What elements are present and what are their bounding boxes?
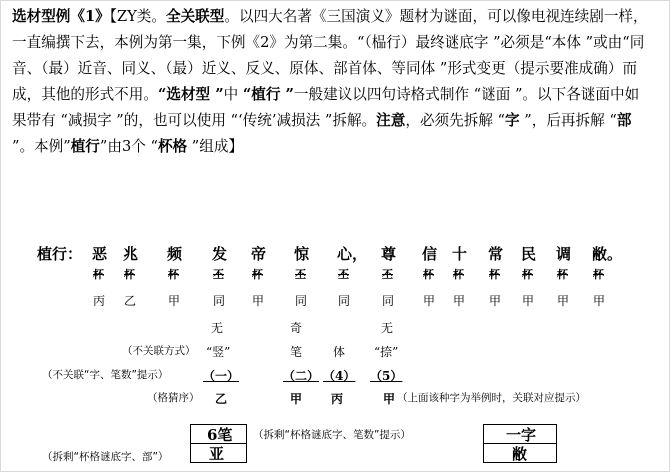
riddle-tag-text: 杯	[423, 268, 434, 281]
riddle-char: 帝	[251, 245, 267, 263]
row2-item: 无	[211, 321, 224, 335]
riddle-row1-item: 甲	[423, 294, 436, 308]
riddle-tag-text: 杯	[124, 268, 135, 281]
intro-text: ”，后再拆解 “	[519, 112, 617, 130]
intro-text: 【ZY类。	[109, 8, 166, 25]
intro-text: ”组成】	[187, 138, 244, 156]
riddle-tag	[593, 266, 604, 282]
order-jia-2: 甲	[383, 392, 396, 406]
intro-bold-text: 选材型例《1》	[12, 8, 110, 25]
riddle-row1-item: 甲	[593, 294, 606, 308]
riddle-tag	[489, 266, 500, 282]
riddle-tag-text: 杯	[489, 268, 500, 281]
tie-note: “捺”	[374, 345, 399, 359]
order-jia: 甲	[290, 392, 303, 406]
not-related-method: （不关联方式）	[122, 345, 196, 357]
riddle-row1-item: 同	[295, 294, 308, 308]
row2-item: 无	[381, 321, 394, 335]
riddle-tag-text: 杯	[93, 268, 104, 281]
riddle-char: 惊	[294, 245, 310, 263]
riddle-char: 兆	[123, 245, 139, 263]
riddle-row1-item: 丙	[93, 294, 106, 308]
riddle-tag	[124, 266, 135, 282]
geying-note: （格猜序）	[147, 392, 200, 404]
intro-paragraph	[12, 4, 652, 161]
riddle-tag-text: 丕	[213, 268, 224, 281]
riddle-char: 敝。	[592, 245, 623, 263]
riddle-char: 发	[212, 245, 228, 263]
riddle-tag	[453, 266, 464, 282]
example-note: （上面该种字为举例时，关联对应提示）	[397, 392, 586, 404]
answer-left-bottom-note: （拆剩“杯格谜底字、部”）	[42, 451, 169, 463]
riddle-tag-text: 杯	[522, 268, 533, 281]
riddle-char: 频	[167, 245, 183, 263]
riddle-tag	[93, 266, 104, 282]
intro-bold-text: 植行	[70, 138, 100, 156]
riddle-char: 恶	[92, 245, 108, 263]
riddle-tag	[557, 266, 568, 282]
not-related-hint: （不关联“字、笔数”提示）	[42, 369, 169, 381]
riddle-tag	[423, 266, 434, 282]
intro-bold-text: 注意	[376, 112, 406, 130]
answer-right-bottom: 敝	[512, 445, 528, 463]
intro-text: ，必须先拆解 “	[405, 112, 506, 130]
row3-item: 笔	[290, 345, 303, 359]
intro-text: 一般建议以四句诗格式制作 “谜面 ”。以下各谜面中如果带有 “减损字 ”的，也可以使用 “‘传统’减损法 ”拆解。	[12, 86, 640, 130]
hint-two: （二）	[283, 369, 320, 383]
shu-note: “竖”	[206, 345, 231, 359]
riddle-row1-item: 乙	[124, 294, 137, 308]
answer-right-top: 一字	[506, 426, 537, 444]
hint-four: （4）	[323, 369, 356, 383]
answer-left-top: 6笔	[207, 426, 233, 444]
riddle-row1-item: 甲	[557, 294, 570, 308]
riddle-tag	[252, 266, 263, 282]
intro-bold-text: 部	[616, 112, 632, 130]
riddle-tag-text: 杯	[252, 268, 263, 281]
riddle-tag-text: 丕	[382, 268, 393, 281]
riddle-char: 心，	[337, 245, 368, 263]
riddle-row1-item: 同	[338, 294, 351, 308]
riddle-tag	[168, 266, 179, 282]
intro-bold-text: 全关联型	[165, 8, 225, 25]
hint-one: （一）	[203, 369, 240, 383]
riddle-char: 信	[422, 245, 438, 263]
riddle-row1-item: 甲	[168, 294, 181, 308]
riddle-label: 植行：	[37, 245, 83, 263]
riddle-tag-text: 丕	[295, 268, 306, 281]
riddle-row1-item: 甲	[489, 294, 502, 308]
intro-text: ”由3个 “	[99, 138, 158, 156]
riddle-char: 十	[452, 245, 468, 263]
riddle-row1-item: 同	[382, 294, 395, 308]
row3-item: 体	[333, 345, 346, 359]
riddle-row1-item: 甲	[522, 294, 535, 308]
riddle-char: 尊	[381, 245, 397, 263]
riddle-row1-item: 同	[213, 294, 226, 308]
intro-bold-text: “选材型 ”	[157, 86, 224, 104]
riddle-char: 常	[488, 245, 504, 263]
row2-item: 奇	[290, 321, 303, 335]
riddle-tag-text: 杯	[168, 268, 179, 281]
intro-text: ”。本例”	[12, 138, 71, 156]
riddle-tag-text: 杯	[453, 268, 464, 281]
riddle-tag	[382, 266, 393, 282]
riddle-tag	[295, 266, 306, 282]
order-bing: 丙	[331, 392, 344, 406]
order-yi: 乙	[215, 392, 228, 406]
riddle-char: 调	[556, 245, 572, 263]
riddle-tag	[338, 266, 349, 282]
answer-left-bottom: 亚	[209, 445, 225, 463]
intro-bold-text: 杯格	[157, 138, 188, 156]
riddle-row1-item: 甲	[453, 294, 466, 308]
riddle-char: 民	[521, 245, 537, 263]
riddle-tag	[522, 266, 533, 282]
riddle-row1-item: 甲	[252, 294, 265, 308]
intro-text: 中	[223, 86, 243, 104]
hint-five: （5）	[370, 369, 403, 383]
intro-bold-text: 字	[505, 112, 520, 130]
intro-bold-text: “植行 ”	[242, 86, 294, 104]
answer-left-top-note: （拆剩“杯格谜底字、笔数”提示）	[253, 429, 411, 441]
riddle-tag-text: 丕	[338, 268, 349, 281]
riddle-tag-text: 杯	[557, 268, 568, 281]
riddle-tag	[213, 266, 224, 282]
riddle-tag-text: 杯	[593, 268, 604, 281]
intro-text: 。以四大名著《三国演义》题材为谜面，可以像电视连续剧一样，一直编撰下去，本例为第一集，下例《2》为第二集。“（榀行）最终谜底字 ”必须是“本体 ”或由“同音、（最）近音、同义、（最）近义、反义、原体、部首体、等同体 ”形式变更（提示要准成确）而成，其他的形式不用。	[12, 8, 648, 104]
